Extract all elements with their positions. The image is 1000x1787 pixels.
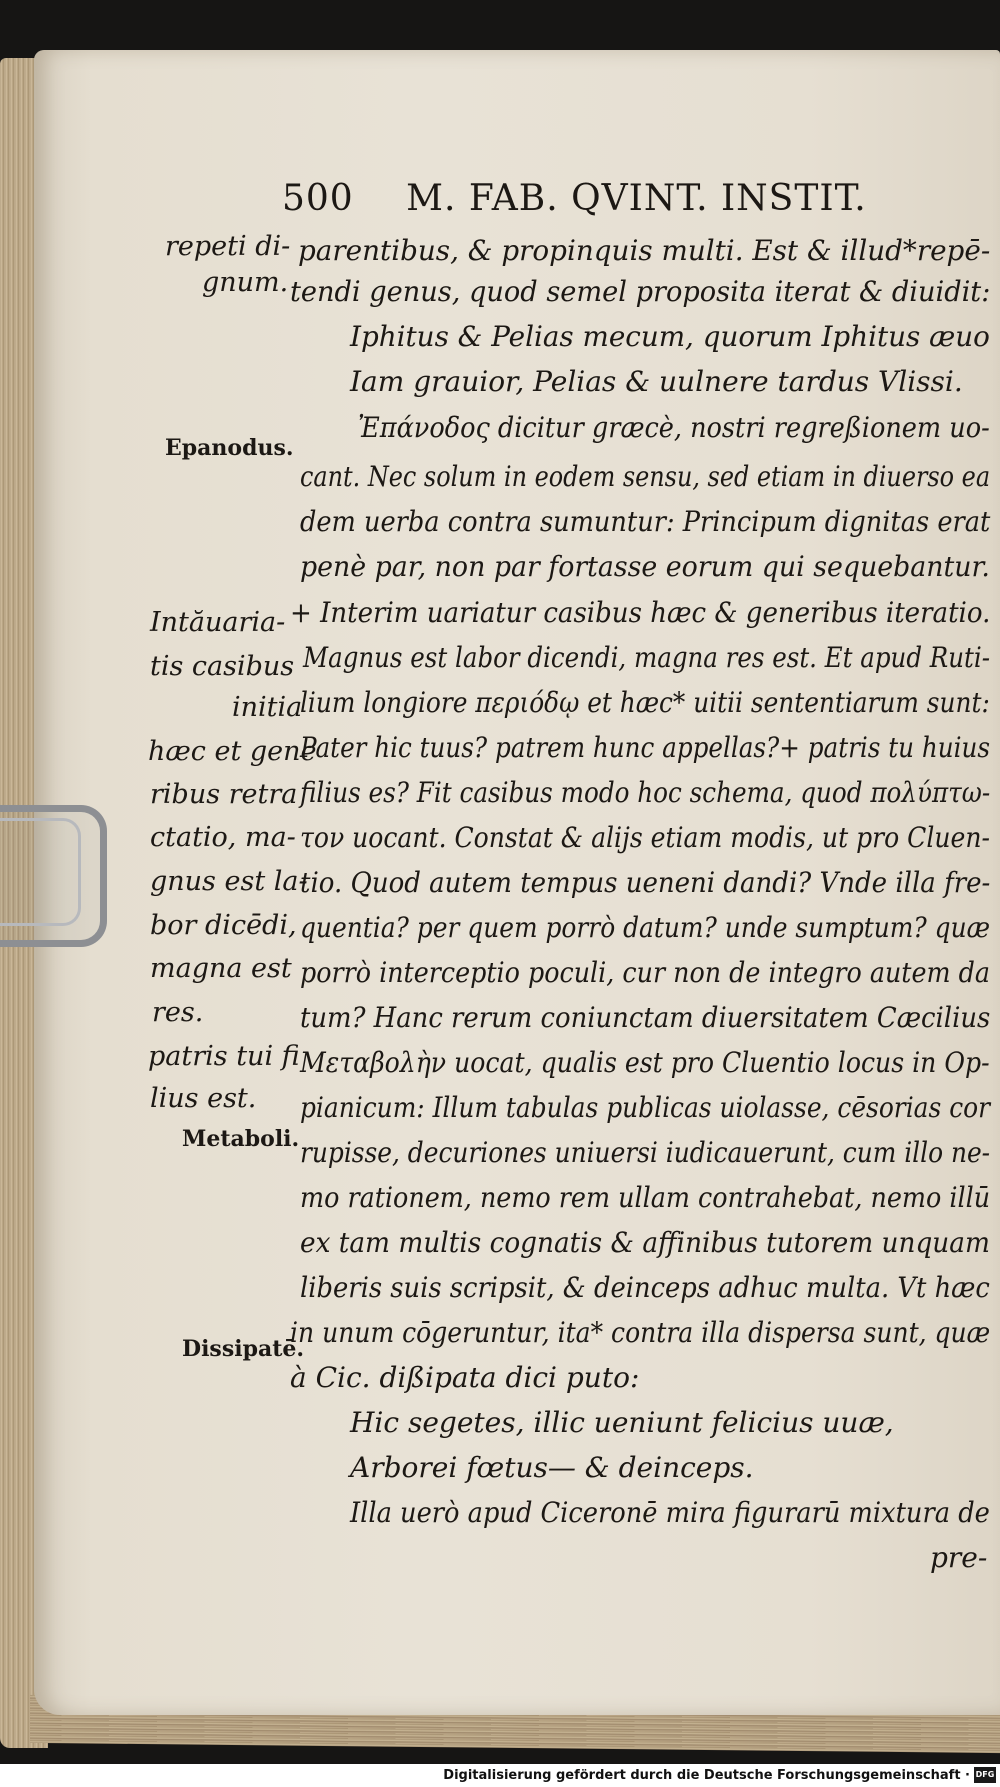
margin-note: lius est. xyxy=(150,1083,257,1114)
text-line: dem uerba contra sumuntur: Principum dignitas erat xyxy=(300,505,991,538)
text-line: Illa uerò apud Ciceronē mira figurarū mixtura de xyxy=(350,1496,990,1529)
text-line: Hic segetes, illic ueniunt felicius uuæ, xyxy=(350,1406,894,1439)
margin-note: hæc et gene xyxy=(148,736,317,767)
text-line: Ἐπάνοδος dicitur græcè, nostri regreßionem uo- xyxy=(358,411,990,444)
text-line: mo rationem, nemo rem ullam contrahebat, nemo illū xyxy=(300,1181,991,1214)
text-line: Magnus est labor dicendi, magna res est. Et apud Ruti- xyxy=(303,641,990,674)
text-line: Pater hic tuus? patrem hunc appellas?+ patris tu huius xyxy=(300,731,990,764)
margin-note: Intăuaria- xyxy=(150,607,286,638)
text-line: pianicum: Illum tabulas publicas uiolasse, cēsorias cor xyxy=(300,1091,991,1124)
margin-note: bor dicēdi, xyxy=(150,910,297,941)
text-line: + Interim uariatur casibus hæc & generibus iteratio. xyxy=(290,596,991,629)
text-line: porrò interceptio poculi, cur non de integro autem da xyxy=(300,956,990,989)
text-line: à Cic. dißipata dici puto: xyxy=(290,1361,640,1394)
catchword: pre- xyxy=(930,1541,988,1574)
margin-note: res. xyxy=(152,997,204,1028)
margin-note: ctatio, ma- xyxy=(150,822,296,853)
text-line: rupisse, decuriones uniuersi iudicauerunt, cum illo ne- xyxy=(300,1136,991,1169)
text-line: τον uocant. Constat & alijs etiam modis, ut pro Cluen- xyxy=(300,821,990,854)
margin-note: initia xyxy=(232,692,303,723)
text-line: quentia? per quem porrò datum? unde sumptum? quæ xyxy=(300,911,991,944)
margin-note: patris tui fi xyxy=(148,1041,300,1072)
margin-note: magna est xyxy=(150,953,292,984)
margin-note: ribus retra xyxy=(150,779,298,810)
funding-credit: Digitalisierung gefördert durch die Deutsche Forschungsgemeinschaft · xyxy=(443,1768,970,1783)
page-header xyxy=(282,178,867,219)
page-clip-inner xyxy=(0,818,81,926)
page-number: 500 xyxy=(282,178,354,219)
text-line: Iphitus & Pelias mecum, quorum Iphitus æuo xyxy=(350,320,990,353)
margin-note: gnus est la- xyxy=(150,866,308,897)
text-line: lium longiore περιόδῳ et hæc* uitii sententiarum sunt: xyxy=(300,686,990,719)
text-line: Iam grauior, Pelias & uulnere tardus Vlissi. xyxy=(350,365,963,398)
running-title: M. FAB. QVINT. INSTIT. xyxy=(406,178,867,219)
text-line: in unum cōgeruntur, ita* contra illa dispersa sunt, quæ xyxy=(290,1316,991,1349)
text-line: filius es? Fit casibus modo hoc schema, quod πολύπτω- xyxy=(300,776,991,809)
margin-note: Epanodus. xyxy=(165,435,294,461)
text-line: Μεταβολὴν uocat, qualis est pro Cluentio locus in Op- xyxy=(300,1046,990,1079)
text-line: tio. Quod autem tempus ueneni dandi? Vnde illa fre- xyxy=(300,866,991,899)
margin-note: Dissipatē. xyxy=(182,1336,305,1362)
margin-note: tis casibus xyxy=(150,651,295,682)
text-line: tendi genus, quod semel proposita iterat & diuidit: xyxy=(290,275,991,308)
digitization-footer xyxy=(0,1764,1000,1787)
margin-note: gnum. xyxy=(202,267,289,298)
text-line: liberis suis scripsit, & deinceps adhuc multa. Vt hæc xyxy=(300,1271,990,1304)
margin-note: repeti di- xyxy=(165,231,291,262)
text-line: penè par, non par fortasse eorum qui sequebantur. xyxy=(300,550,990,583)
text-line: Arborei fœtus— & deinceps. xyxy=(350,1451,754,1484)
text-line: tum? Hanc rerum coniunctam diuersitatem Cæcilius xyxy=(300,1001,991,1034)
dfg-logo-icon: DFG xyxy=(974,1767,996,1783)
margin-note: Metaboli. xyxy=(182,1126,300,1152)
text-line: cant. Nec solum in eodem sensu, sed etiam in diuerso ea xyxy=(300,460,991,493)
text-line: ex tam multis cognatis & affinibus tutorem unquam xyxy=(300,1226,990,1259)
text-line: parentibus, & propinquis multi. Est & illud*repē- xyxy=(298,234,991,267)
